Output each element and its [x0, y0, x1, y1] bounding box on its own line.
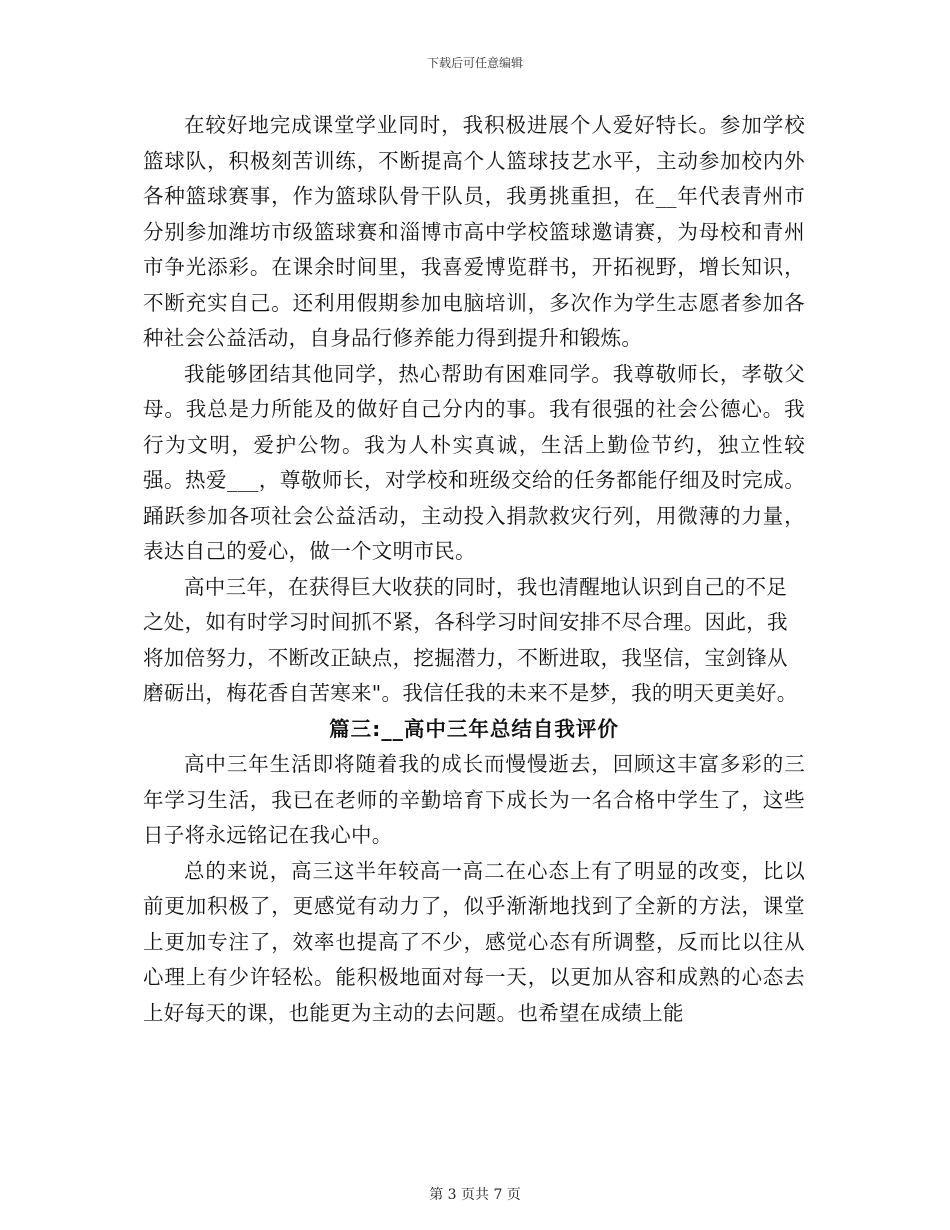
page-header: 下载后可任意编辑: [426, 56, 523, 70]
paragraph-summary: 总的来说，高三这半年较高一高二在心态上有了明显的改变，比以前更加积极了，更感觉有动力了，似乎渐渐地找到了全新的方法，课堂上更加专注了，效率也提高了不少，感觉心态有所调整，反而比以往从心理上有少许轻松。能积极地面对每一天，以更加从容和成熟的心态去上好每天的课，也能更为主动的去问题。也希望在成绩上能: [143, 858, 805, 1025]
paragraph-hobbies: 在较好地完成课堂学业同时，我积极进展个人爱好特长。参加学校篮球队，积极刻苦训练，不断提高个人篮球技艺水平，主动参加校内外各种篮球赛事，作为篮球队骨干队员，我勇挑重担，在__年代表青州市分别参加潍坊市级篮球赛和淄博市高中学校篮球邀请赛，为母校和青州市争光添彩。在课余时间里，我喜爱博览群书，开拓视野，增长知识，不断充实自己。还利用假期参加电脑培训，多次作为学生志愿者参加各种社会公益活动，自身品行修养能力得到提升和锻炼。: [143, 113, 805, 350]
paragraph-intro: 高中三年生活即将随着我的成长而慢慢逝去，回顾这丰富多彩的三年学习生活，我已在老师的辛勤培育下成长为一名合格中学生了，这些日子将永远铭记在我心中。: [143, 752, 805, 847]
section-title: 篇三:__高中三年总结自我评价: [329, 716, 619, 741]
document-body: [143, 108, 805, 1031]
paragraph-shortcomings: 高中三年，在获得巨大收获的同时，我也清醒地认识到自己的不足之处，如有时学习时间抓不紧，各科学习时间安排不尽合理。因此，我将加倍努力，不断改正缺点，挖掘潜力，不断进取，我坚信，宝剑锋从磨砺出，梅花香自苦寒来"。我信任我的未来不是梦，我的明天更美好。: [143, 574, 798, 705]
page-footer: 第 3 页共 7 页: [429, 1187, 521, 1203]
paragraph-character: 我能够团结其他同学，热心帮助有困难同学。我尊敬师长，孝敬父母。我总是力所能及的做好自己分内的事。我有很强的社会公德心。我行为文明，爱护公物。我为人朴实真诚，生活上勤俭节约，独立性较强。热爱___，尊敬师长，对学校和班级交给的任务都能仔细及时完成。踊跃参加各项社会公益活动，主动投入捐款救灾行列，用微薄的力量，表达自己的爱心，做一个文明市民。: [143, 361, 805, 563]
